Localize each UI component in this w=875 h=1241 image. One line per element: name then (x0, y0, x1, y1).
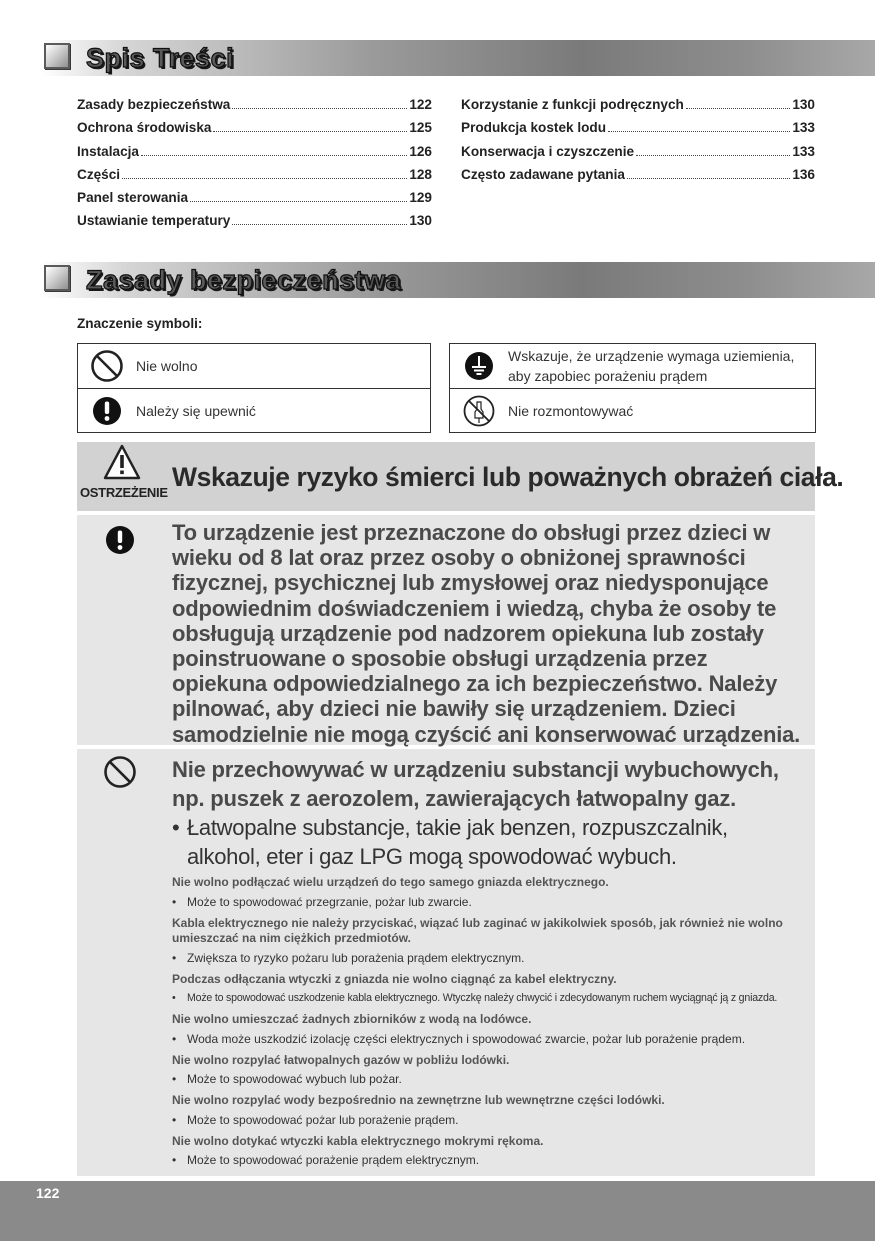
toc-right-column (461, 97, 815, 190)
no-disassembly-icon (450, 394, 508, 428)
symbol-row (78, 344, 430, 388)
sub-item-heading: Nie wolno rozpylać łatwopalnych gazów w pobliżu lodówki. (172, 1052, 510, 1067)
sub-item-heading: Nie wolno podłączać wielu urządzeń do tego samego gniazda elektrycznego. (172, 875, 609, 889)
symbols-heading: Znaczenie symboli: (77, 316, 203, 331)
sub-item-bullet: • Woda może uszkodzić izolację części elektrycznych i spowodować zwarcie, pożar lub porażenie prądem. (172, 1031, 746, 1046)
block-heading: Nie przechowywać w urządzeniu substancji wybuchowych, np. puszek z aerozolem, zawierających łatwopalny gaz. (172, 757, 779, 811)
symbol-row (450, 344, 815, 388)
sub-item-bullet: • Może to spowodować wybuch lub pożar. (172, 1072, 402, 1086)
sub-item-bullet: • Zwiększa to ryzyko pożaru lub porażenia prądem elektrycznym. (172, 950, 525, 965)
toc-entry[interactable]: Ustawianie temperatury 130 (77, 213, 432, 229)
block-main-bullet: • Łatwopalne substancje, takie jak benzen, rozpuszczalnik, alkohol, eter i gaz LPG mogą spowodować wybuch. (172, 815, 728, 869)
warning-header (77, 442, 844, 511)
section-square-icon (44, 265, 70, 291)
symbol-row (78, 388, 430, 432)
toc-entry[interactable]: Ochrona środowiska 125 (77, 120, 432, 136)
symbol-text: Wskazuje, że urządzenie wymaga uziemienia, aby zapobiec porażeniu prądem (508, 348, 795, 384)
sub-item-heading: Nie wolno umieszczać żadnych zbiorników z wodą na lodówce. (172, 1012, 532, 1026)
toc-entry[interactable]: Produkcja kostek lodu 133 (461, 120, 815, 136)
warning-title: Wskazuje ryzyko śmierci lub poważnych obrażeń ciała. (172, 462, 844, 492)
mandatory-icon (78, 396, 136, 426)
prohibited-icon (78, 349, 136, 383)
toc-title: Spis Treści (86, 43, 235, 73)
warning-block-explosives (77, 749, 815, 1176)
warning-block-children (77, 515, 815, 745)
block-content (172, 755, 805, 1168)
toc-banner (40, 40, 875, 76)
symbol-row (450, 388, 815, 432)
toc-entry[interactable]: Konserwacja i czyszczenie 133 (461, 143, 815, 159)
page-footer (0, 1181, 875, 1241)
ground-icon (450, 351, 508, 381)
sub-item-heading: Kabla elektrycznego nie należy przyciskać, wiązać lub zaginać w jakikolwiek sposób, jak również nie wolno umieszczać na nim ciężkich przedmiotów. (172, 915, 783, 945)
symbol-text: Nie wolno (136, 358, 198, 374)
toc-entry[interactable]: Korzystanie z funkcji podręcznych 130 (461, 97, 815, 112)
symbol-text: Należy się upewnić (136, 402, 256, 419)
sub-item-bullet: • Może to spowodować porażenie prądem elektrycznym. (172, 1153, 480, 1167)
sub-item-bullet: • Może to spowodować pożar lub porażenie prądem. (172, 1112, 459, 1127)
symbols-table-right (449, 343, 816, 433)
warning-label: OSTRZEŻENIE (80, 485, 168, 500)
sub-item-heading: Podczas odłączania wtyczki z gniazda nie wolno ciągnąć za kabel elektryczny. (172, 971, 617, 986)
warning-triangle-icon (103, 444, 141, 480)
symbols-table-left (77, 343, 431, 433)
page-number: 122 (36, 1185, 60, 1201)
toc-entry[interactable]: Panel sterowania 129 (77, 190, 432, 206)
prohibited-icon (103, 755, 137, 794)
block-text: To urządzenie jest przeznaczone do obsługi przez dzieci w wieku od 8 lat oraz przez osoby o obniżonej sprawności fizycznej, psychicznej lub zmysłowej oraz niedysponujące odpowiednim doświadczeniem i wiedzą, chyba że osoby te obsługują urządzenie pod nadzorem opiekuna lub zostały poinstruowane o sposobie obsługi urządzenia przez opiekuna odpowiedzialnego za ich bezpieczeństwo. Należy pilnować, aby dzieci nie bawiły się urządzeniem. Dzieci samodzielnie nie mogą czyścić ani konserwować urządzenia. (172, 520, 801, 747)
mandatory-icon (105, 525, 135, 560)
toc-entry[interactable]: Zasady bezpieczeństwa 122 (77, 97, 432, 112)
sub-item-bullet: • Może to spowodować uszkodzenie kabla elektrycznego. Wtyczkę należy chwycić i zdecydowanym ruchem wyciągnąć ją z gniazda. (172, 992, 778, 1004)
section-square-icon (44, 43, 70, 69)
sub-item-bullet: • Może to spowodować przegrzanie, pożar lub zwarcie. (172, 894, 472, 909)
toc-entry[interactable]: Często zadawane pytania 136 (461, 166, 815, 182)
sub-item-heading: Nie wolno rozpylać wody bezpośrednio na zewnętrzne lub wewnętrzne części lodówki. (172, 1093, 665, 1107)
toc-left-column (77, 97, 432, 237)
symbol-text: Nie rozmontowywać (508, 402, 634, 419)
safety-banner (40, 262, 875, 298)
toc-entry[interactable]: Instalacja 126 (77, 143, 432, 159)
safety-title: Zasady bezpieczeństwa (86, 265, 402, 295)
toc-entry[interactable]: Części 128 (77, 166, 432, 182)
sub-items (172, 875, 805, 1168)
sub-item-heading: Nie wolno dotykać wtyczki kabla elektrycznego mokrymi rękoma. (172, 1133, 544, 1148)
